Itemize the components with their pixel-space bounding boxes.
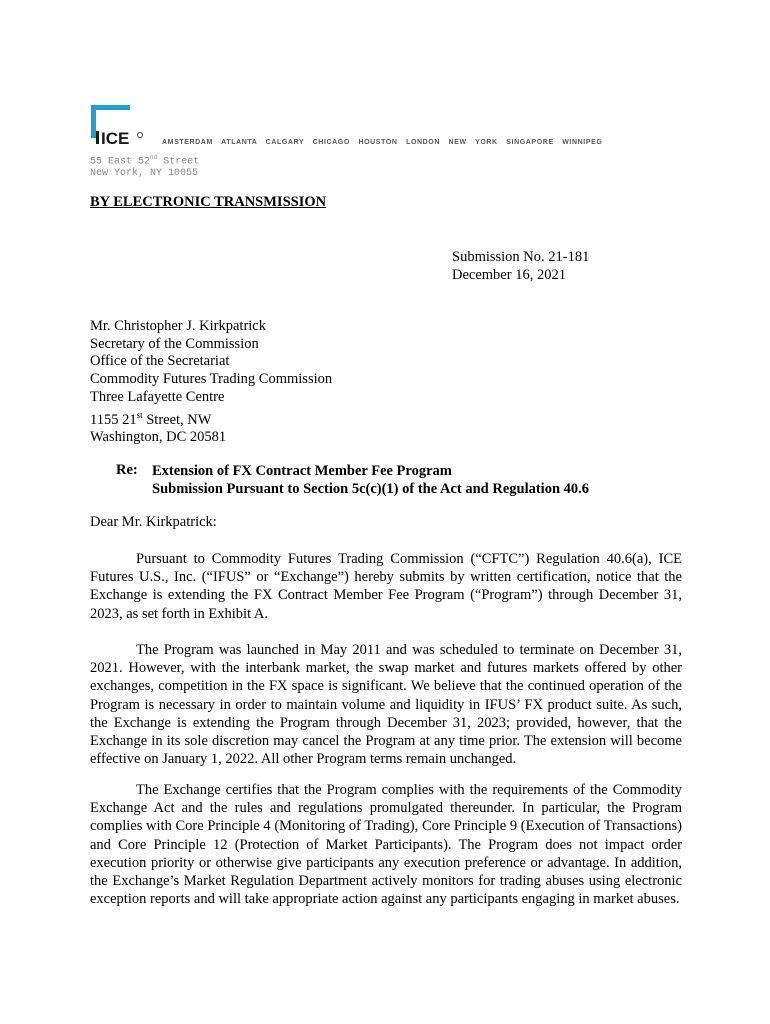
recipient-city: Washington, DC 20581 <box>90 429 227 446</box>
sender-address <box>90 152 199 180</box>
submission-number: Submission No. 21-181 <box>452 249 590 265</box>
re-line-2: Submission Pursuant to Section 5c(c)(1) of the Act and Regulation 40.6 <box>152 481 590 497</box>
ice-logo <box>90 104 134 150</box>
address-line-2: New York, NY 10055 <box>90 168 199 180</box>
salutation: Dear Mr. Kirkpatrick: <box>90 514 217 530</box>
re-subject <box>152 462 589 498</box>
recipient-address <box>90 318 332 447</box>
re-label: Re: <box>116 462 138 478</box>
recipient-agency: Commodity Futures Trading Commission <box>90 371 333 388</box>
re-line-1: Extension of FX Contract Member Fee Program <box>152 463 452 479</box>
submission-date: December 16, 2021 <box>452 267 566 283</box>
submission-block <box>452 248 589 284</box>
recipient-title: Secretary of the Commission <box>90 335 259 352</box>
recipient-street: 1155 21st Street, NW <box>90 409 212 428</box>
recipient-office: Office of the Secretariat <box>90 353 230 370</box>
address-line-1: 55 East 52nd Street <box>90 154 200 168</box>
body-paragraph-3: The Exchange certifies that the Program complies with the requirements of the Commodity Exchange Act and the rules and regulations promulgated thereunder. In particular, the Program complies with Core Principle 4 (Monitoring of Trading), Core Principle 9 (Execution of Transactions) and Core Principle 12 (Protection of Market Participants). The Program does not impact order execution priority or otherwise give participants any execution preference or advantage. In addition, the Exchange’s Market Regulation Department actively monitors for trading abuses using electronic exception reports and will take appropriate action against any participants engaging in market abuses. <box>90 782 682 908</box>
body-paragraph-2: The Program was launched in May 2011 and was scheduled to terminate on December 31, 2021. However, with the interbank market, the swap market and futures markets offered by other exchanges, competition in the FX space is significant. We believe that the continued operation of the Program is necessary in order to maintain volume and liquidity in IFUS’ FX product suite. As such, the Exchange is extending the Program through December 31, 2023; provided, however, that the Exchange in its sole discretion may cancel the Program at any time prior. The extension will become effective on January 1, 2022. All other Program terms remain unchanged. <box>90 642 682 768</box>
ice-logo-mark <box>90 104 146 150</box>
office-cities: AMSTERDAM ATLANTA CALGARY CHICAGO HOUSTON LONDON NEW YORK SINGAPORE WINNIPEG <box>162 139 603 146</box>
transmission-heading: BY ELECTRONIC TRANSMISSION <box>90 194 327 210</box>
recipient-building: Three Lafayette Centre <box>90 388 225 405</box>
recipient-name: Mr. Christopher J. Kirkpatrick <box>90 318 266 334</box>
logo-text: ICE <box>101 129 130 148</box>
body-paragraph-1: Pursuant to Commodity Futures Trading Commission (“CFTC”) Regulation 40.6(a), ICE Futures U.S., Inc. (“IFUS” or “Exchange”) hereby submits by written certification, notice that the Exchange is extending the FX Contract Member Fee Program (“Program”) through December 31, 2023, as set forth in Exhibit A. <box>90 551 682 622</box>
